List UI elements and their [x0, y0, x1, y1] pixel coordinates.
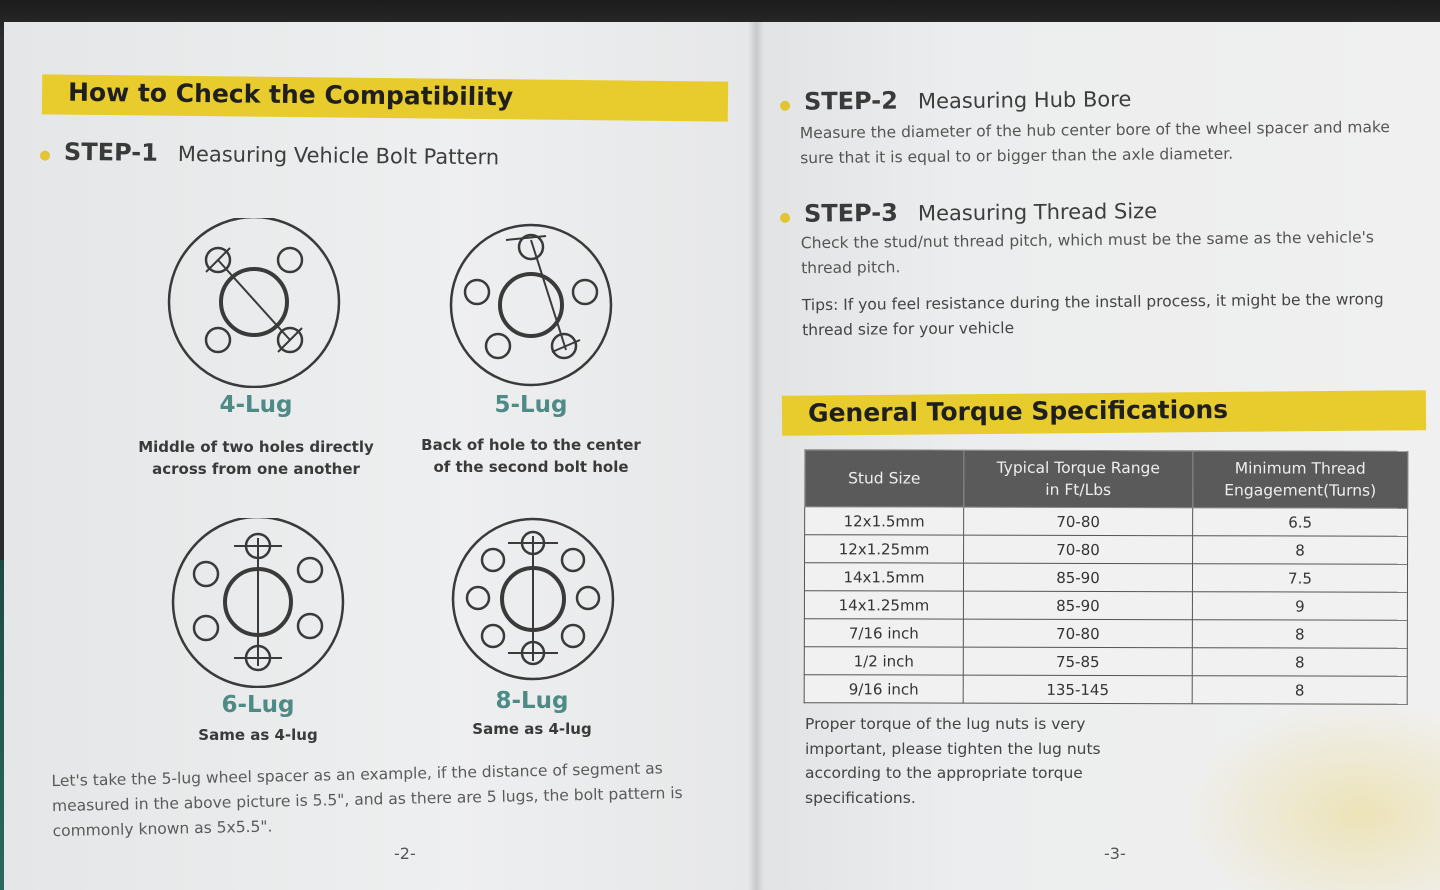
book-spine: [748, 22, 764, 890]
four-lug-description: [126, 436, 386, 480]
page-number-left: -2-: [394, 844, 416, 863]
table-row: [804, 591, 1407, 621]
cell-torque: 75-85: [963, 647, 1192, 676]
step2-title: Measuring Hub Bore: [917, 87, 1132, 114]
example-line3: commonly known as 5x5.5".: [52, 817, 273, 841]
five-lug-diagram: [446, 220, 616, 390]
torque-spec-table: [804, 449, 1409, 705]
cell-turns: 8: [1192, 648, 1407, 677]
step3-text: [801, 225, 1421, 281]
header-line: Stud Size: [848, 469, 921, 488]
header-line: in Ft/Lbs: [1045, 480, 1112, 500]
cell-turns: 7.5: [1192, 564, 1407, 593]
table-row: [804, 675, 1407, 705]
four-lug-desc-line2: across from one another: [152, 460, 360, 478]
cell-torque: 70-80: [964, 507, 1193, 536]
note-line1: Proper torque of the lug nuts is very: [805, 715, 1086, 733]
step1-heading: [40, 138, 499, 171]
page-number-right: -3-: [1104, 844, 1126, 863]
torque-note: [805, 712, 1145, 810]
six-lug-label: 6-Lug: [221, 692, 295, 718]
bolt-pattern-example: [51, 755, 732, 844]
table-row: [805, 535, 1408, 565]
table-row: [804, 563, 1407, 593]
eight-lug-desc-line1: Same as 4-lug: [472, 720, 592, 738]
header-thread-engagement: [1193, 451, 1408, 509]
torque-banner: General Torque Specifications: [782, 390, 1426, 436]
cell-turns: 6.5: [1193, 508, 1408, 537]
cell-stud-size: 12x1.25mm: [805, 535, 964, 563]
step3-line2: thread pitch.: [801, 258, 901, 278]
table-header-row: [805, 450, 1408, 509]
tips-line2: thread size for your vehicle: [802, 319, 1015, 340]
step3-title: Measuring Thread Size: [917, 199, 1158, 226]
note-line3: according to the appropriate torque: [805, 764, 1083, 782]
step1-label: STEP-1: [63, 137, 159, 167]
step3-line1: Check the stud/nut thread pitch, which must be the same as the vehicle's: [800, 228, 1375, 253]
bullet-icon: [780, 212, 790, 222]
cell-stud-size: 9/16 inch: [804, 675, 963, 703]
header-line: Minimum Thread: [1234, 459, 1366, 478]
cell-turns: 8: [1192, 676, 1407, 705]
six-lug-desc-line1: Same as 4-lug: [198, 726, 318, 744]
five-lug-desc-line1: Back of hole to the center: [421, 436, 641, 454]
table-row: [804, 647, 1407, 677]
five-lug-desc-line2: of the second bolt hole: [433, 458, 629, 476]
four-lug-diagram: [164, 218, 344, 388]
cell-stud-size: 14x1.5mm: [804, 563, 963, 591]
cell-stud-size: 1/2 inch: [804, 647, 963, 675]
five-lug-description: [401, 434, 661, 478]
table-row: [804, 619, 1407, 649]
step3-label: STEP-3: [803, 198, 899, 228]
header-line: Engagement(Turns): [1224, 481, 1377, 500]
step2-line1: Measure the diameter of the hub center bore of the wheel spacer and make: [799, 118, 1391, 143]
cell-turns: 9: [1192, 592, 1407, 621]
header-line: Typical Torque Range: [996, 458, 1160, 478]
cell-stud-size: 7/16 inch: [804, 619, 963, 647]
eight-lug-label: 8-Lug: [495, 688, 569, 714]
cell-turns: 8: [1193, 536, 1408, 565]
step2-text: [800, 115, 1420, 171]
bullet-icon: [780, 100, 790, 110]
five-lug-label: 5-Lug: [494, 392, 568, 418]
cell-torque: 85-90: [963, 591, 1192, 620]
bullet-icon: [40, 150, 50, 160]
cell-stud-size: 14x1.25mm: [804, 591, 963, 619]
cell-torque: 70-80: [964, 535, 1193, 564]
six-lug-diagram: [168, 518, 348, 688]
eight-lug-description: [402, 718, 662, 740]
cell-torque: 135-145: [963, 675, 1192, 704]
step2-label: STEP-2: [803, 86, 899, 116]
compatibility-banner: How to Check the Compatibility: [42, 74, 728, 121]
six-lug-description: [128, 724, 388, 746]
cell-torque: 70-80: [963, 619, 1192, 648]
four-lug-desc-line1: Middle of two holes directly: [138, 438, 374, 456]
cell-torque: 85-90: [963, 563, 1192, 592]
table-row: [805, 507, 1408, 537]
eight-lug-diagram: [448, 516, 618, 686]
cell-stud-size: 12x1.5mm: [805, 507, 964, 535]
gold-decoration: [1180, 700, 1440, 890]
header-stud-size: [805, 450, 964, 507]
step2-line2: sure that it is equal to or bigger than the axle diameter.: [800, 144, 1234, 168]
step3-heading: [780, 196, 1157, 228]
note-line4: specifications.: [805, 788, 916, 807]
example-line1: Let's take the 5-lug wheel spacer as an example, if the distance of segment as: [51, 759, 663, 791]
header-torque-range: [964, 450, 1193, 508]
step3-tips: [802, 287, 1422, 343]
four-lug-label: 4-Lug: [219, 392, 293, 418]
step1-title: Measuring Vehicle Bolt Pattern: [177, 142, 500, 170]
note-line2: important, please tighten the lug nuts: [805, 739, 1101, 758]
example-line2: measured in the above picture is 5.5", and as there are 5 lugs, the bolt pattern is: [51, 783, 683, 816]
tips-line1: Tips: If you feel resistance during the install process, it might be the wrong: [801, 290, 1384, 315]
cell-turns: 8: [1192, 620, 1407, 649]
step2-heading: [780, 84, 1132, 116]
